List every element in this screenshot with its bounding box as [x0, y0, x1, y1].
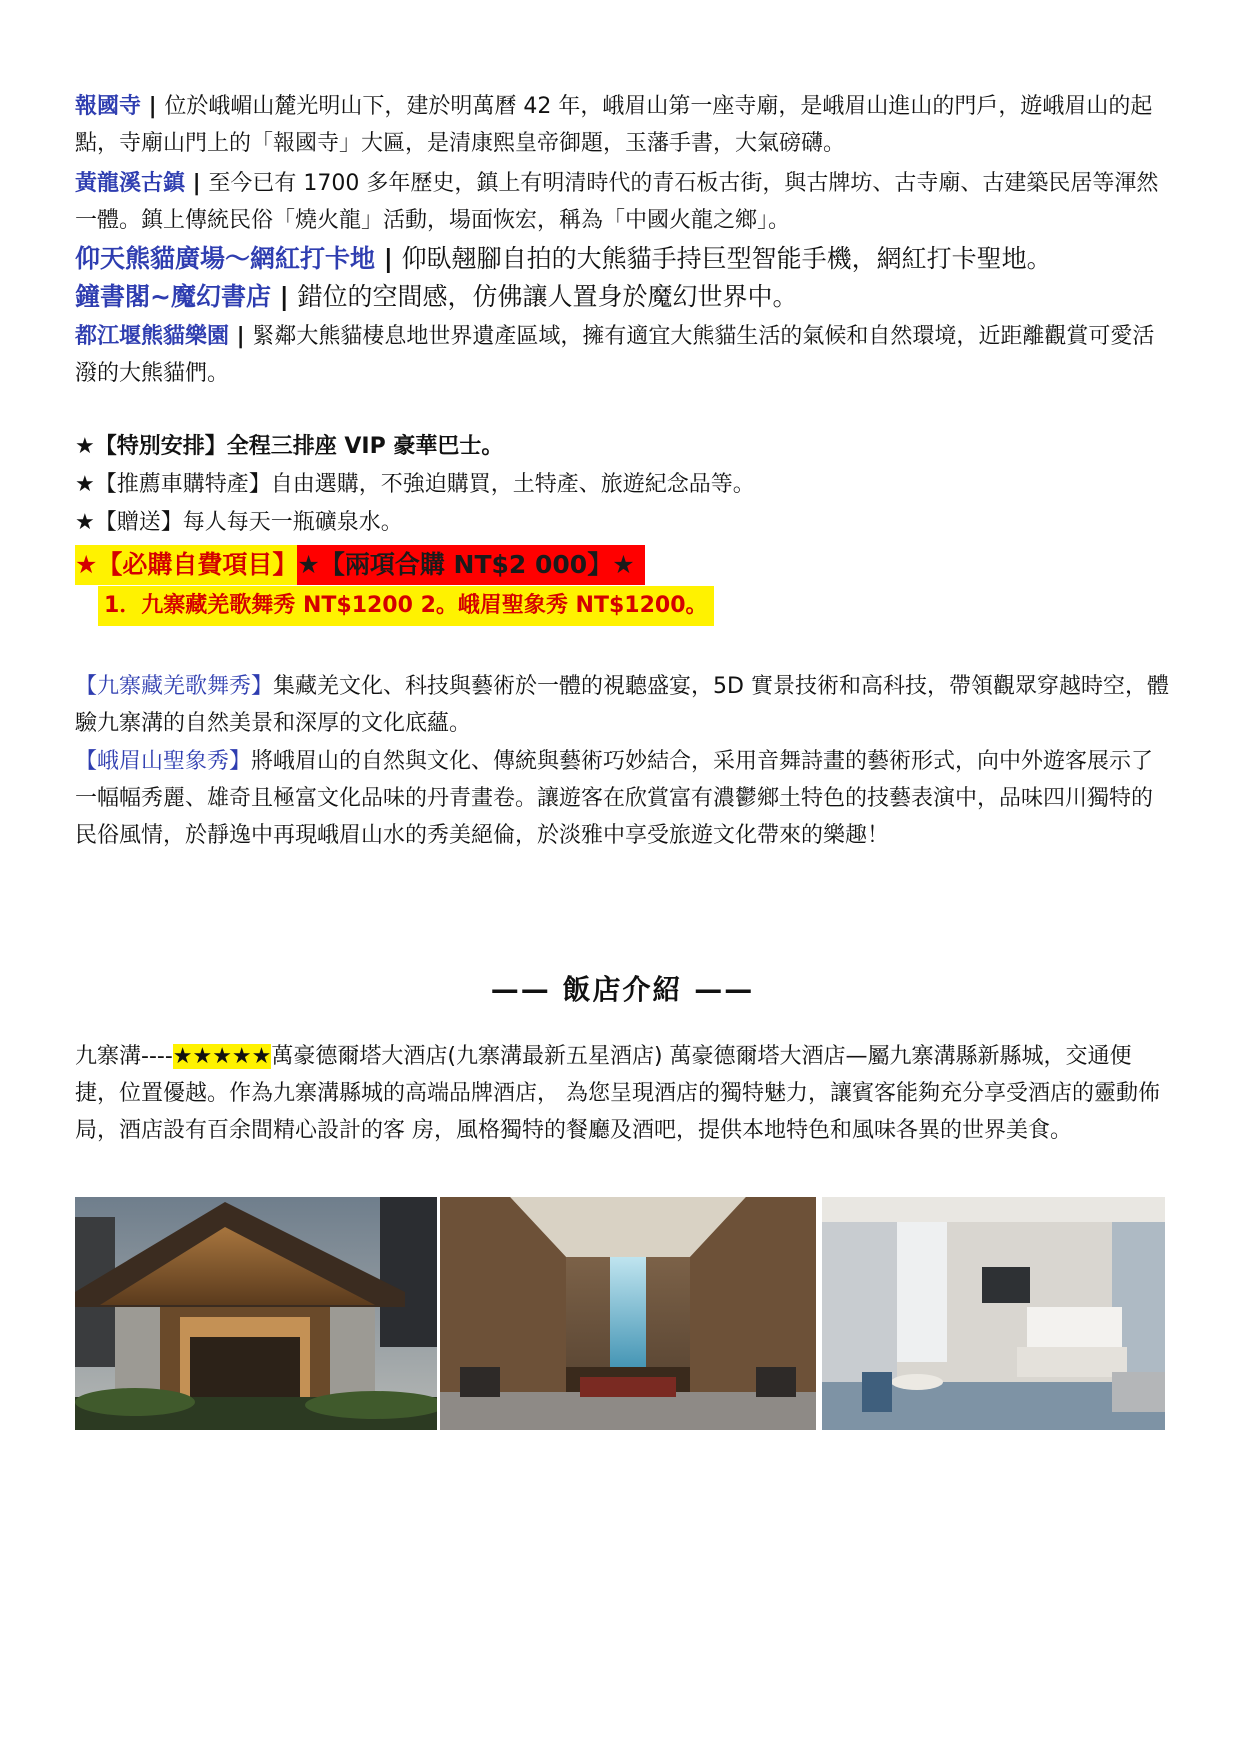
attraction-baoguo-temple [75, 88, 1170, 162]
attraction-dujiangyan-panda-park [75, 318, 1170, 392]
hotel-lobby-photo [440, 1197, 816, 1430]
note-shopping: ★【推薦車購特產】自由選購，不強迫購買，土特產、旅遊紀念品等。 [75, 472, 755, 497]
must-buy-items: 1．九寨藏羌歌舞秀 NT$1200 2。峨眉聖象秀 NT$1200。 [98, 586, 714, 626]
attraction-title: 鐘書閣~魔幻書店 [75, 282, 271, 311]
attraction-huanglongxi-town [75, 165, 1170, 239]
separator: | [141, 94, 165, 119]
attraction-title: 報國寺 [75, 94, 142, 119]
attraction-panda-square [75, 240, 1170, 278]
show-description: 將峨眉山的自然與文化、傳統與藝術巧妙結合，采用音舞詩畫的藝術形式，向中外遊客展示了一幅幅秀麗、雄奇且極富文化品味的丹青畫卷。讓遊客在欣賞富有濃鬱鄉土特色的技藝表演中，品味四川獨特的民俗風情，於靜逸中再現峨眉山水的秀美絕倫，於淡雅中享受旅遊文化帶來的樂趣！ [75, 749, 1154, 848]
attraction-zhongshuge-bookstore [75, 278, 1170, 316]
attraction-title: 都江堰熊貓樂園 [75, 324, 230, 349]
must-buy-banner [75, 545, 645, 585]
separator: | [375, 244, 402, 273]
show-emei [75, 743, 1170, 854]
show-title: 【峨眉山聖象秀】 [75, 749, 252, 774]
show-jiuzhai [75, 668, 1170, 742]
note-gift: ★【贈送】每人每天一瓶礦泉水。 [75, 510, 403, 535]
separator: | [270, 282, 298, 311]
attraction-description: 緊鄰大熊貓棲息地世界遺產區域，擁有適宜大熊貓生活的氣候和自然環境，近距離觀賞可愛活潑的大熊貓們。 [75, 324, 1155, 386]
separator: | [229, 324, 253, 349]
hotel-star-rating: ★★★★★ [172, 1044, 272, 1069]
attraction-title: 仰天熊貓廣場～網紅打卡地 [75, 244, 376, 273]
attraction-title: 黃龍溪古鎮 [75, 171, 186, 196]
show-description: 集藏羌文化、科技與藝術於一體的視聽盛宴，5D 實景技術和高科技，帶領觀眾穿越時空，體驗九寨溝的自然美景和深厚的文化底蘊。 [75, 674, 1169, 736]
note-special-arrangement: ★【特別安排】全程三排座 VIP 豪華巴士。 [75, 434, 504, 459]
attraction-description: 錯位的空間感，仿佛讓人置身於魔幻世界中。 [297, 282, 798, 311]
must-buy-combo-price: ★【兩項合購 NT$2 000】★ [297, 545, 644, 585]
attraction-description: 至今已有 1700 多年歷史，鎮上有明清時代的青石板古街，與古牌坊、古寺廟、古建築民居等渾然一體。鎮上傳統民俗「燒火龍」活動，場面恢宏，稱為「中國火龍之鄉」。 [75, 171, 1159, 233]
separator: | [185, 171, 209, 196]
attraction-description: 仰臥翹腳自拍的大熊貓手持巨型智能手機，網紅打卡聖地。 [401, 244, 1052, 273]
hotel-section-title: —— 飯店介紹 —— [490, 973, 755, 1006]
hotel-room-photo [822, 1197, 1165, 1430]
must-buy-label: ★【必購自費項目】 [75, 545, 297, 585]
hotel-exterior-photo [75, 1197, 437, 1430]
hotel-description [75, 1038, 1170, 1149]
hotel-location: 九寨溝---- [75, 1044, 173, 1069]
hotel-text: 萬豪德爾塔大酒店(九寨溝最新五星酒店) 萬豪德爾塔大酒店—屬九寨溝縣新縣城，交通便捷，位置優越。作為九寨溝縣城的高端品牌酒店， 為您呈現酒店的獨特魅力，讓賓客能夠充分享受酒店的靈動佈局，酒店設有百余間精心設計的客 房，風格獨特的餐廳及酒吧，提供本地特色和風味各異的世界美食。 [75, 1044, 1160, 1143]
attraction-description: 位於峨嵋山麓光明山下，建於明萬曆 42 年，峨眉山第一座寺廟，是峨眉山進山的門戶，遊峨眉山的起點，寺廟山門上的「報國寺」大匾，是清康熙皇帝御題，玉藩手書，大氣磅礴。 [75, 94, 1153, 156]
show-title: 【九寨藏羌歌舞秀】 [75, 674, 274, 699]
